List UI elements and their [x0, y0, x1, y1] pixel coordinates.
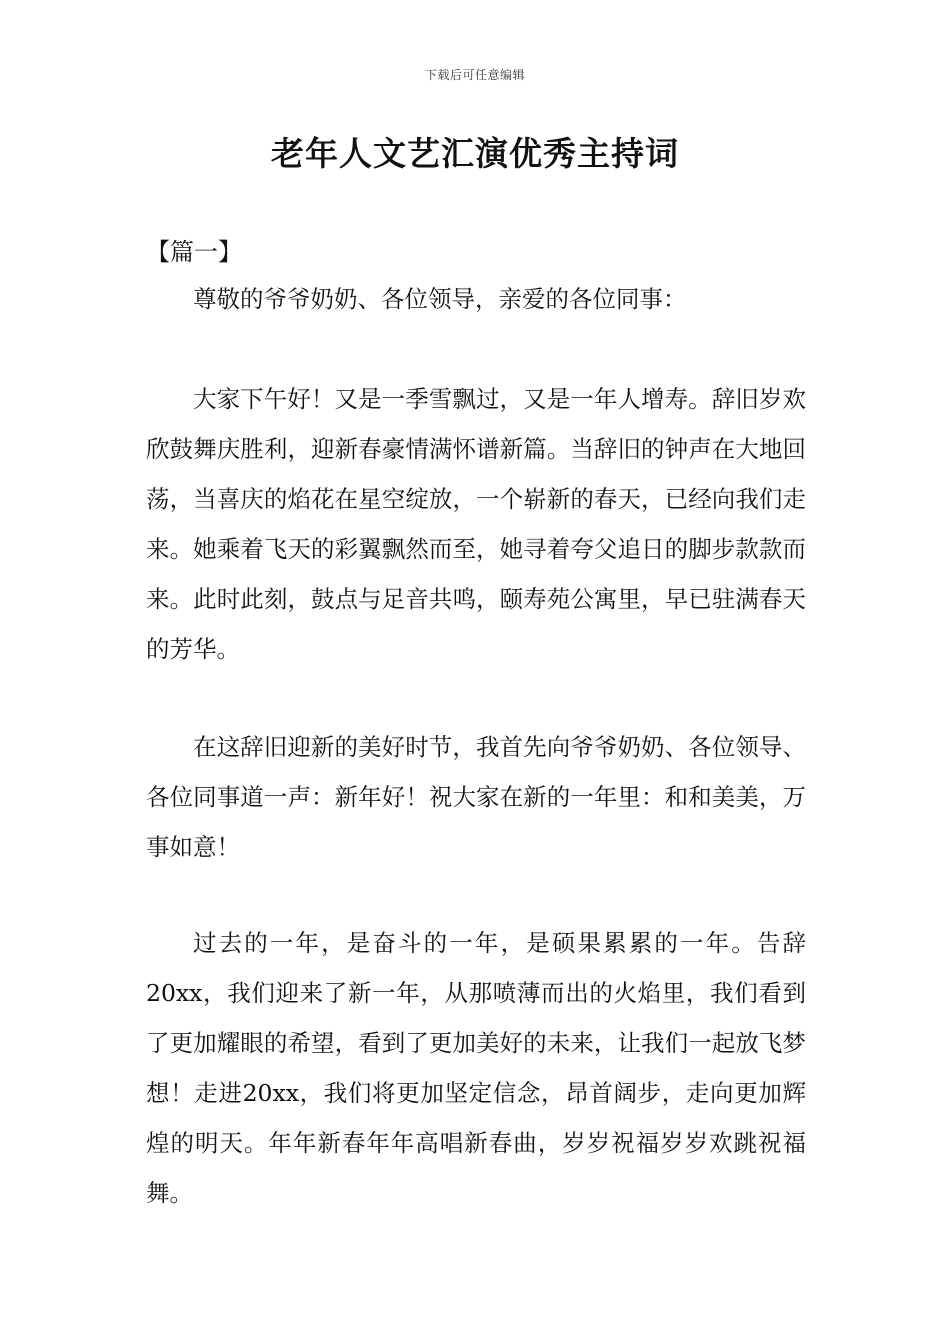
body-paragraph-2: 在这辞旧迎新的美好时节，我首先向爷爷奶奶、各位领导、各位同事道一声：新年好！祝大家在新的一年里：和和美美，万事如意！: [146, 733, 806, 861]
body-paragraph-3: 过去的一年，是奋斗的一年，是硕果累累的一年。告辞20xx，我们迎来了新一年，从那喷薄而出的火焰里，我们看到了更加耀眼的希望，看到了更加美好的未来，让我们一起放飞梦想！走进20xx，我们将更加坚定信念，昂首阔步，走向更加辉煌的明天。年年新春年年高唱新春曲，岁岁祝福岁岁欢跳祝福舞。: [146, 929, 806, 1207]
greeting-paragraph: 尊敬的爷爷奶奶、各位领导，亲爱的各位同事：: [193, 285, 687, 313]
section-label: 【篇一】: [146, 238, 242, 266]
body-paragraph-1: 大家下午好！又是一季雪飘过，又是一年人增寿。辞旧岁欢欣鼓舞庆胜利，迎新春豪情满怀谱新篇。当辞旧的钟声在大地回荡，当喜庆的焰花在星空绽放，一个崭新的春天，已经向我们走来。她乘着飞天的彩翼飘然而至，她寻着夸父追日的脚步款款而来。此时此刻，鼓点与足音共鸣，颐寿苑公寓里，早已驻满春天的芳华。: [146, 385, 806, 663]
header-note: 下载后可任意编辑: [424, 68, 525, 82]
document-title: 老年人文艺汇演优秀主持词: [271, 134, 679, 173]
